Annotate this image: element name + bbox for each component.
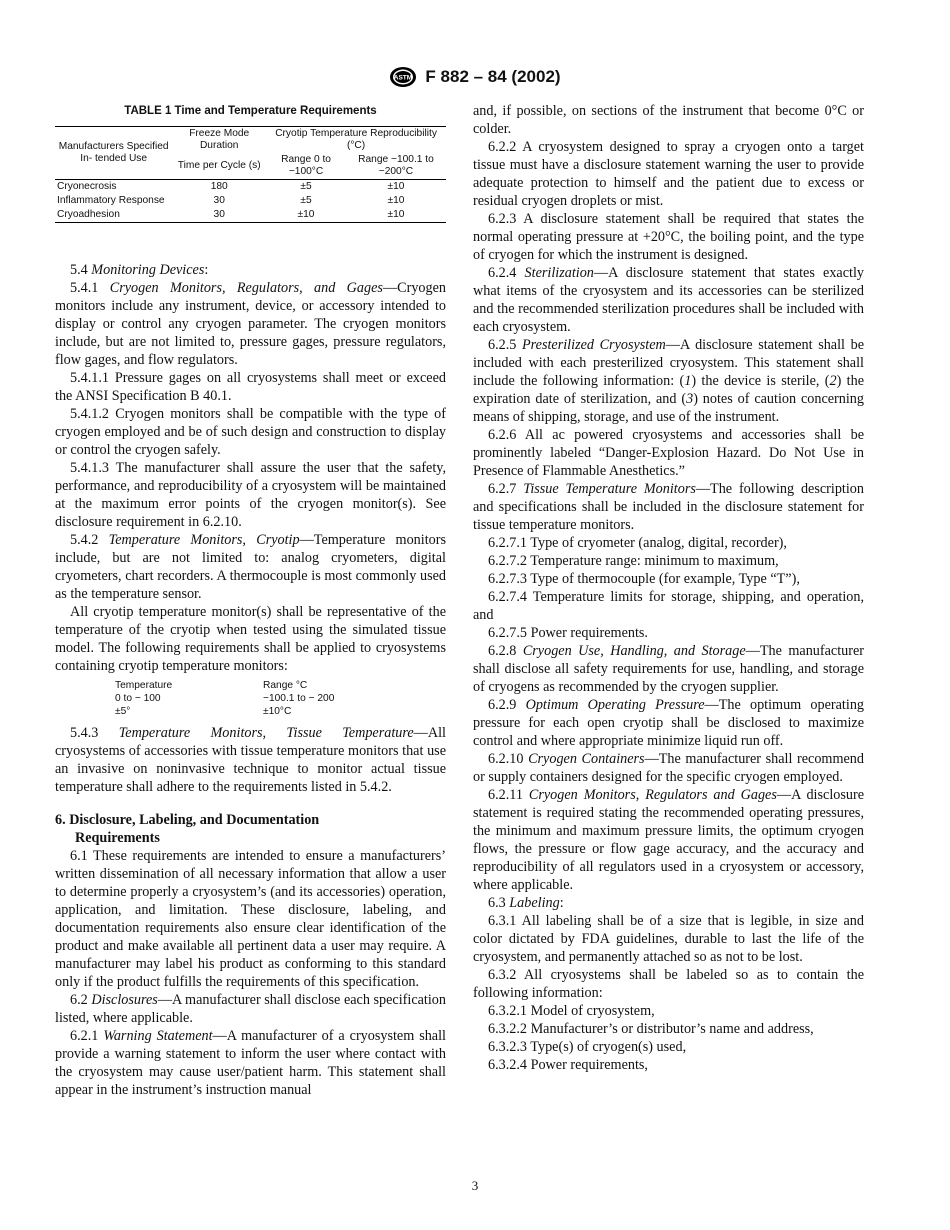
col-header-range2: Range −100.1 to −200°C [346, 153, 446, 180]
table-title: TABLE 1 Time and Temperature Requirements [124, 105, 377, 117]
para-6-2: 6.2 Disclosures—A manufacturer shall disclose each specification listed, where applicable. [55, 992, 446, 1026]
table-row [55, 180, 446, 195]
cell-use: Cryoadhesion [55, 208, 172, 223]
right-column [473, 102, 864, 1074]
cell-range2: ±10 [387, 181, 405, 192]
inline-cell: ±5° [115, 706, 131, 717]
para-6-2-1: 6.2.1 Warning Statement—A manufacturer of a cryosystem shall provide a warning statement to inform the user where contact with the cryosystem may cause user/patient harm. This statement shall appear in the instrument’s instruction manual [55, 1028, 446, 1098]
inline-header-temperature: Temperature [115, 680, 173, 691]
para-6-3-2: 6.3.2 All cryosystems shall be labeled so as to contain the following information: [473, 967, 864, 1001]
para-6-2-2: 6.2.2 A cryosystem designed to spray a cryogen onto a target tissue must have a disclosure statement warning the user to provide adequate protection to himself and the patient due to excess or residual cryogen droplets or mist. [473, 139, 864, 209]
para-6-3-2-1: 6.3.2.1 Model of cryosystem, [488, 1003, 655, 1019]
cell-range1: ±5 [300, 181, 312, 192]
cell-range1: ±5 [300, 195, 312, 206]
col-header-use: Manufacturers Specified In- tended Use [55, 127, 172, 180]
para-6-2-7-4: 6.2.7.4 Temperature limits for storage, shipping, and operation, and [473, 589, 864, 623]
para-6-3-2-4: 6.3.2.4 Power requirements, [488, 1057, 648, 1073]
cell-use: Cryonecrosis [57, 181, 117, 192]
designation: F 882 – 84 (2002) [425, 67, 561, 86]
para-5-4-2: 5.4.2 Temperature Monitors, Cryotip—Temperature monitors include, but are not limited to: analog cryometers, digital cryometers, chart recorders. A thermocouple is most commonly used as the temperature sensor. [55, 532, 446, 602]
para-6-2-3: 6.2.3 A disclosure statement shall be required that states the normal operating pressure at +20°C, the boiling point, and the type of cryogen for which the instrument is designed. [473, 211, 864, 263]
para-6-2-10: 6.2.10 Cryogen Containers—The manufacturer shall recommend or supply containers designed for the specific cryogen employed. [473, 751, 864, 785]
para-6-2-5: 6.2.5 Presterilized Cryosystem—A disclosure statement shall be included with each presterilized cryosystem. This statement shall include the following information: (1) the device is sterile, (2) the expiration date of sterilization, and (3) notes of caution concerning means of shipping, storage, and use of the instrument. [473, 337, 864, 425]
inline-cell: ±10°C [263, 706, 292, 717]
cell-use: Inflammatory Response [57, 195, 165, 206]
para-6-2-6: 6.2.6 All ac powered cryosystems and accessories shall be prominently labeled “Danger-Explosion Hazard. Do Not Use in Presence of Flammable Anesthetics.” [473, 427, 864, 479]
cell-time: 30 [172, 208, 266, 223]
page-header [0, 66, 950, 96]
cell-time: 180 [210, 181, 228, 192]
left-column [55, 102, 446, 1099]
astm-logo-text: ASTM [394, 74, 413, 82]
para-6-2-7-2: 6.2.7.2 Temperature range: minimum to maximum, [488, 553, 779, 569]
astm-logo-icon [389, 66, 417, 88]
para-6-2-8: 6.2.8 Cryogen Use, Handling, and Storage—The manufacturer shall disclose all safety requirements for use, handling, and storage of cryogens as recommended by the cryogen supplier. [473, 643, 864, 695]
col-header-range1: Range 0 to −100°C [266, 153, 346, 180]
para-6-3-1: 6.3.1 All labeling shall be of a size that is legible, in size and color dictated by FDA guidelines, durable to last the life of the cryosystem, and permanently attached so as not to be lost. [473, 913, 864, 965]
inline-cell: 0 to − 100 [115, 693, 161, 704]
para-continued: and, if possible, on sections of the instrument that become 0°C or colder. [473, 103, 864, 137]
para-6-3-2-2: 6.3.2.2 Manufacturer’s or distributor’s name and address, [488, 1021, 814, 1037]
para-6-2-7: 6.2.7 Tissue Temperature Monitors—The following description and specifications shall be included in the disclosure statement for tissue temperature monitors. [473, 481, 864, 533]
cell-range1: ±10 [266, 208, 346, 223]
col-header-freeze: Freeze Mode Duration [172, 127, 266, 154]
page-number: 3 [471, 1178, 479, 1193]
table-row [55, 194, 446, 208]
col-header-time: Time per Cycle (s) [172, 153, 266, 180]
para-5-4-3: 5.4.3 Temperature Monitors, Tissue Temperature—All cryosystems of accessories with tissue temperature monitors that use an invasive on noninvasive technique to monitor actual tissue temperature shall adhere to the requirements listed in 5.4.2. [55, 725, 446, 795]
para-6-1: 6.1 These requirements are intended to ensure a manufacturers’ written dissemination of all necessary information that allow a user to determine properly a cryosystem’s (and its accessories) operation, application, and limitation. These disclosure, labeling, and documentation requirements also ensure clear identification of the product and make available all pertinent data a user may require. A manufacturer may label his product as conforming to this standard only if the product fulfills the requirements of this specification. [55, 848, 446, 990]
para-6-3-2-3: 6.3.2.3 Type(s) of cryogen(s) used, [488, 1039, 687, 1055]
col-header-cryotip: Cryotip Temperature Reproducibility (°C) [266, 127, 446, 154]
cell-range2: ±10 [387, 195, 405, 206]
table-row [55, 208, 446, 223]
para-6-2-7-1: 6.2.7.1 Type of cryometer (analog, digital, recorder), [488, 535, 787, 551]
para-5-4: 5.4 Monitoring Devices: [70, 262, 209, 278]
para-5-4-1-1: 5.4.1.1 Pressure gages on all cryosystems shall meet or exceed the ANSI Specification B 40.1. [55, 370, 446, 404]
time-temperature-table [55, 126, 446, 223]
inline-cell: −100.1 to − 200 [263, 693, 335, 704]
para-6-2-9: 6.2.9 Optimum Operating Pressure—The optimum operating pressure for each open cryotip shall be disclosed to maximize control and where appropriate minimize liquid run off. [473, 697, 865, 749]
section-6-heading: 6. Disclosure, Labeling, and Documentation Requirements [55, 812, 320, 846]
inline-header-range: Range °C [263, 680, 308, 691]
para-6-2-11: 6.2.11 Cryogen Monitors, Regulators and Gages—A disclosure statement is required stating the recommended operating pressures, the minimum and maximum pressure limits, the optimum cryogen flows, the pressure or flow gage accuracy, and the accuracy and reproducibility of all regulators used in a cryosystem or accessory, where applicable. [473, 787, 864, 893]
para-5-4-1-3: 5.4.1.3 The manufacturer shall assure the user that the safety, performance, and reproducibility of a cryosystem will be maintained at the maximum error points of the cryogen monitor(s). See disclosure requirement in 6.2.10. [55, 460, 446, 530]
para-6-3: 6.3 Labeling: [488, 895, 564, 911]
para-5-4-1-2: 5.4.1.2 Cryogen monitors shall be compatible with the type of cryogen employed and be of such design and construction to display or control the cryogen safely. [55, 406, 446, 458]
para-6-2-7-5: 6.2.7.5 Power requirements. [488, 625, 648, 641]
cell-time: 30 [213, 195, 225, 206]
para-5-4-1: 5.4.1 Cryogen Monitors, Regulators, and Gages—Cryogen monitors include any instrument, device, or accessory intended to display or control any cryogen parameter. The cryogen monitors include, but are not limited to, pressure gages, pressure regulators, flow gages, and flow regulators. [55, 280, 446, 368]
para-6-2-4: 6.2.4 Sterilization—A disclosure statement that states exactly what items of the cryosystem and its accessories can be sterilized and the recommended sterilization procedures shall be included with each cryosystem. [473, 265, 864, 335]
cell-range2: ±10 [346, 208, 446, 223]
para-6-2-7-3: 6.2.7.3 Type of thermocouple (for example, Type “T”), [488, 571, 800, 587]
para-cryotip-monitors: All cryotip temperature monitor(s) shall be representative of the temperature of the cryotip when tested using the simulated tissue model. The following requirements shall be applied to cryosystems containing cryotip temperature monitors: [55, 604, 446, 674]
temperature-range-table [115, 679, 446, 718]
